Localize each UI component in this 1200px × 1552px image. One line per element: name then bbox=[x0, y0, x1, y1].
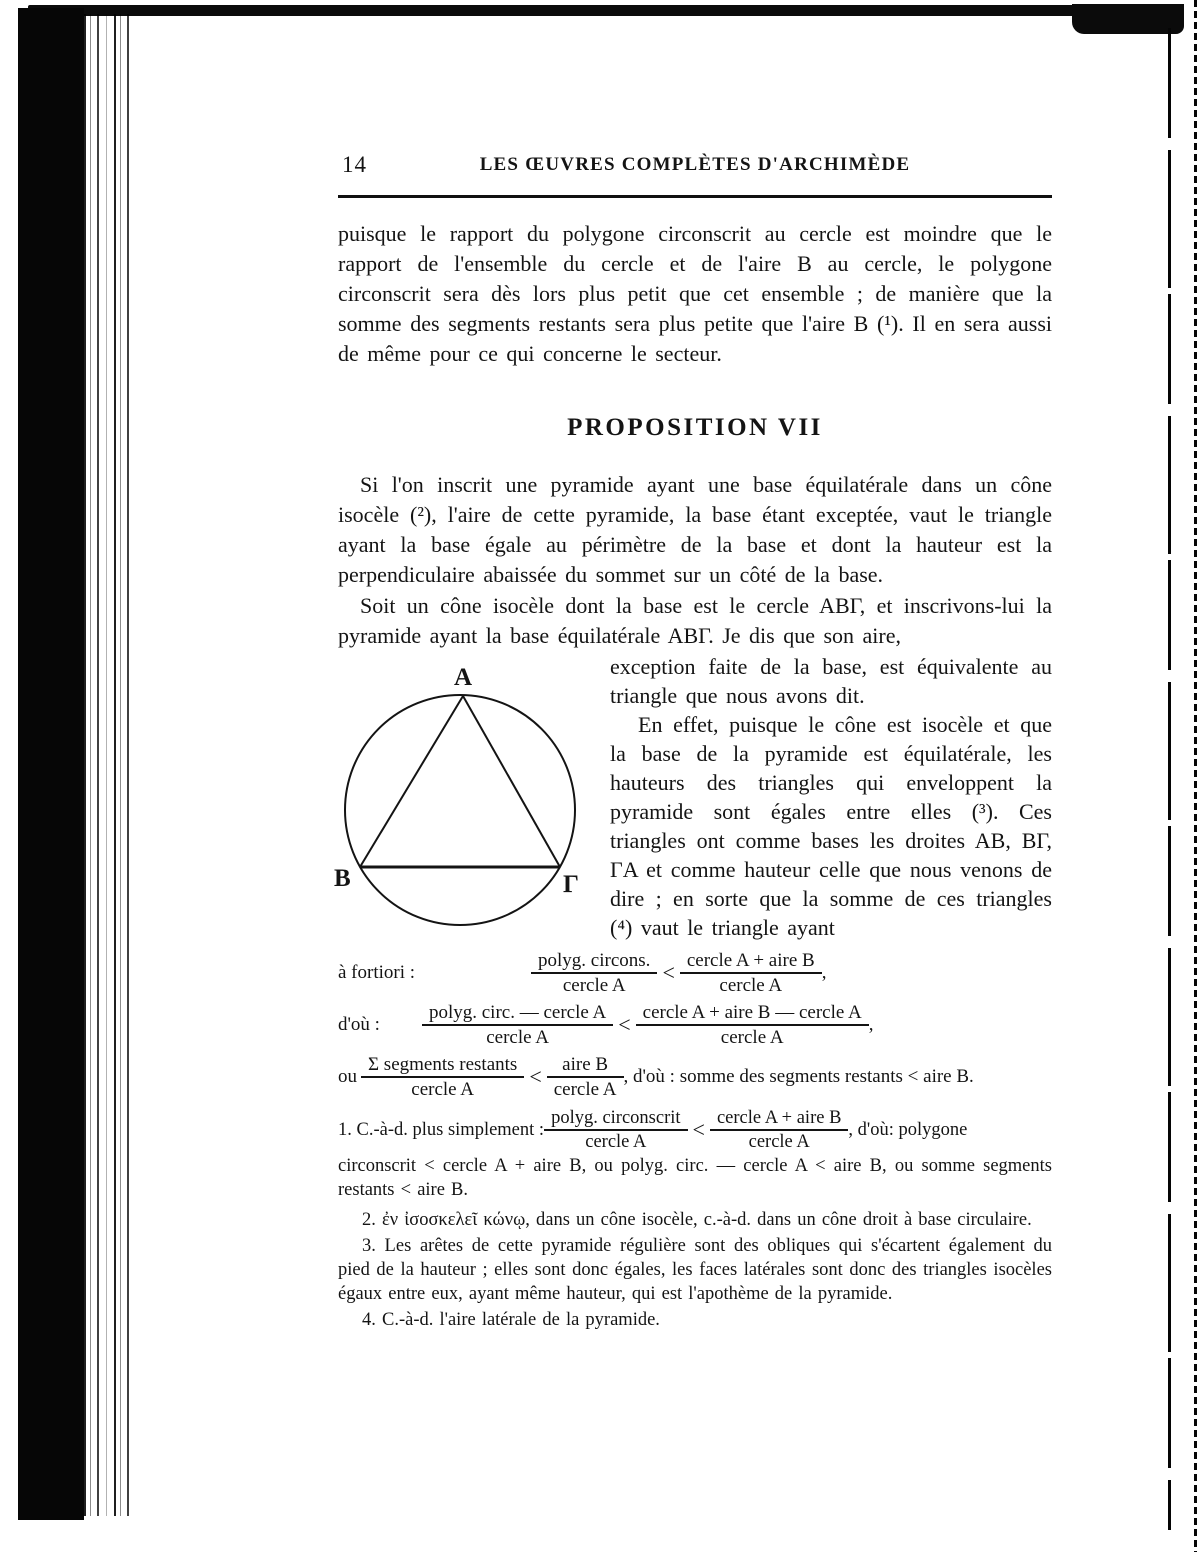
fraction bbox=[544, 1108, 687, 1152]
fraction-numerator: cercle A + aire B bbox=[710, 1108, 848, 1131]
footnote-4: 4. C.-à-d. l'aire latérale de la pyramide. bbox=[362, 1310, 660, 1330]
footnote-1-formula-line bbox=[338, 1108, 1052, 1152]
fraction-numerator: polyg. circ. — cercle A bbox=[422, 1002, 613, 1026]
formula-a-fortiori bbox=[338, 950, 1052, 996]
fraction-denominator: cercle A bbox=[411, 1079, 475, 1100]
page-number: 14 bbox=[342, 152, 367, 177]
fraction-denominator: cercle A bbox=[553, 1079, 617, 1100]
figure-label-gamma: Γ bbox=[563, 871, 579, 898]
formula-tail: , d'où : somme des segments restants < aire B. bbox=[623, 1066, 974, 1087]
paragraph-continuation: puisque le rapport du polygone circonscrit au cercle est moindre que le rapport de l'ensemble du cercle et de l'aire B au cercle, le polygone circonscrit sera dès lors plus petit que cet ensemble ; de manière que la somme des segments restants sera plus petite que l'aire B (¹). Il en sera aussi de même pour ce qui concerne le secteur. bbox=[338, 221, 1052, 366]
formula-tail: , bbox=[868, 1014, 874, 1035]
fraction bbox=[547, 1054, 624, 1100]
wrapped-text-column bbox=[610, 652, 1052, 944]
figure-side-ab bbox=[360, 696, 463, 867]
formula-dou bbox=[338, 1002, 1052, 1048]
scan-right-perforation bbox=[1194, 0, 1197, 1552]
figure-inscribed-triangle bbox=[332, 652, 592, 944]
fraction bbox=[361, 1054, 524, 1100]
figure-circle bbox=[345, 695, 575, 925]
less-than-sign: < bbox=[529, 1064, 542, 1089]
fraction bbox=[636, 1002, 869, 1048]
fraction-denominator: cercle A bbox=[486, 1027, 549, 1048]
proposition-heading: PROPOSITION VII bbox=[567, 414, 823, 441]
fraction-denominator: cercle A bbox=[562, 975, 626, 996]
less-than-sign: < bbox=[692, 1117, 705, 1142]
footnote-1-continuation: circonscrit < cercle A + aire B, ou polyg. circ. — cercle A < aire B, ou somme segments restants < aire B. bbox=[338, 1156, 1052, 1200]
formula-lead: ou bbox=[338, 1066, 357, 1087]
figure-label-a: A bbox=[453, 664, 473, 691]
footnote-tail: , d'où: polygone bbox=[848, 1119, 968, 1140]
fraction-numerator: cercle A + aire B — cercle A bbox=[636, 1002, 869, 1026]
scan-top-edge bbox=[28, 5, 1180, 16]
fraction bbox=[422, 1002, 613, 1048]
fraction bbox=[710, 1108, 848, 1152]
scan-binding-streaks bbox=[84, 14, 136, 1516]
fraction-denominator: cercle A bbox=[720, 1027, 784, 1048]
figure-label-b: B bbox=[334, 865, 351, 892]
fraction bbox=[680, 950, 822, 996]
proposition-statement: Si l'on inscrit une pyramide ayant une base équilatérale dans un cône isocèle (²), l'aire de cette pyramide, la base étant exceptée, vaut le triangle ayant la base égale au périmètre de la base et dont la hauteur est la perpendiculaire abaissée du sommet sur un côté de la base. bbox=[338, 472, 1052, 587]
page-header bbox=[338, 150, 1052, 180]
header-rule bbox=[338, 195, 1052, 198]
footnote-lead: 1. C.-à-d. plus simplement : bbox=[338, 1119, 545, 1140]
formula-ou-somme bbox=[338, 1054, 1052, 1100]
page-body bbox=[334, 150, 1052, 1332]
formula-lead: à fortiori : bbox=[338, 962, 416, 983]
figure-drawing bbox=[332, 652, 592, 944]
paragraph-en-effet: En effet, puisque le cône est isocèle et que la base de la pyramide est équilatérale, les hauteurs des triangles qui enveloppent la pyramide sont égales entre elles (³). Ces triangles ont comme bases les droites AB, BΓ, ΓA et comme hauteur celle que nous venons de dire ; en sorte que la somme de ces triangles (⁴) vaut le triangle ayant bbox=[610, 712, 1052, 940]
figure-and-text-block bbox=[334, 652, 1052, 944]
fraction-numerator: aire B bbox=[547, 1054, 624, 1078]
fraction-numerator: polyg. circons. bbox=[531, 950, 657, 974]
fraction-numerator: Σ segments restants bbox=[361, 1054, 524, 1078]
fraction-denominator: cercle A bbox=[585, 1132, 647, 1152]
footnote-2: 2. ἐν ἰσοσκελεῖ κώνῳ, dans un cône isocèle, c.-à-d. dans un cône droit à base circulaire. bbox=[362, 1210, 1032, 1230]
footnote-3: 3. Les arêtes de cette pyramide régulière sont des obliques qui s'écartent également du pied de la hauteur ; elles sont donc égales, les faces latérales sont donc des triangles isocèles égaux entre eux, ayant même hauteur, qui est l'apothème de la pyramide. bbox=[338, 1236, 1052, 1304]
formula-lead: d'où : bbox=[338, 1014, 380, 1035]
fraction-denominator: cercle A bbox=[748, 1132, 810, 1152]
fraction bbox=[531, 950, 657, 996]
less-than-sign: < bbox=[662, 960, 675, 985]
paragraph-soit-intro: Soit un cône isocèle dont la base est le cercle ABΓ, et inscrivons-lui la pyramide ayant la base équilatérale ABΓ. Je dis que son aire, bbox=[338, 593, 1052, 648]
fraction-denominator: cercle A bbox=[719, 975, 783, 996]
scan-right-page-edge bbox=[1168, 28, 1171, 1530]
running-title: LES ŒUVRES COMPLÈTES D'ARCHIMÈDE bbox=[479, 154, 911, 175]
scan-binding-shadow bbox=[18, 8, 84, 1520]
fraction-numerator: polyg. circonscrit bbox=[544, 1108, 687, 1131]
formula-tail: , bbox=[821, 962, 827, 983]
figure-side-ag bbox=[463, 696, 560, 867]
fraction-numerator: cercle A + aire B bbox=[680, 950, 822, 974]
paragraph-soit-wrapped: exception faite de la base, est équivalente au triangle que nous avons dit. bbox=[610, 654, 1052, 708]
less-than-sign: < bbox=[618, 1012, 631, 1037]
